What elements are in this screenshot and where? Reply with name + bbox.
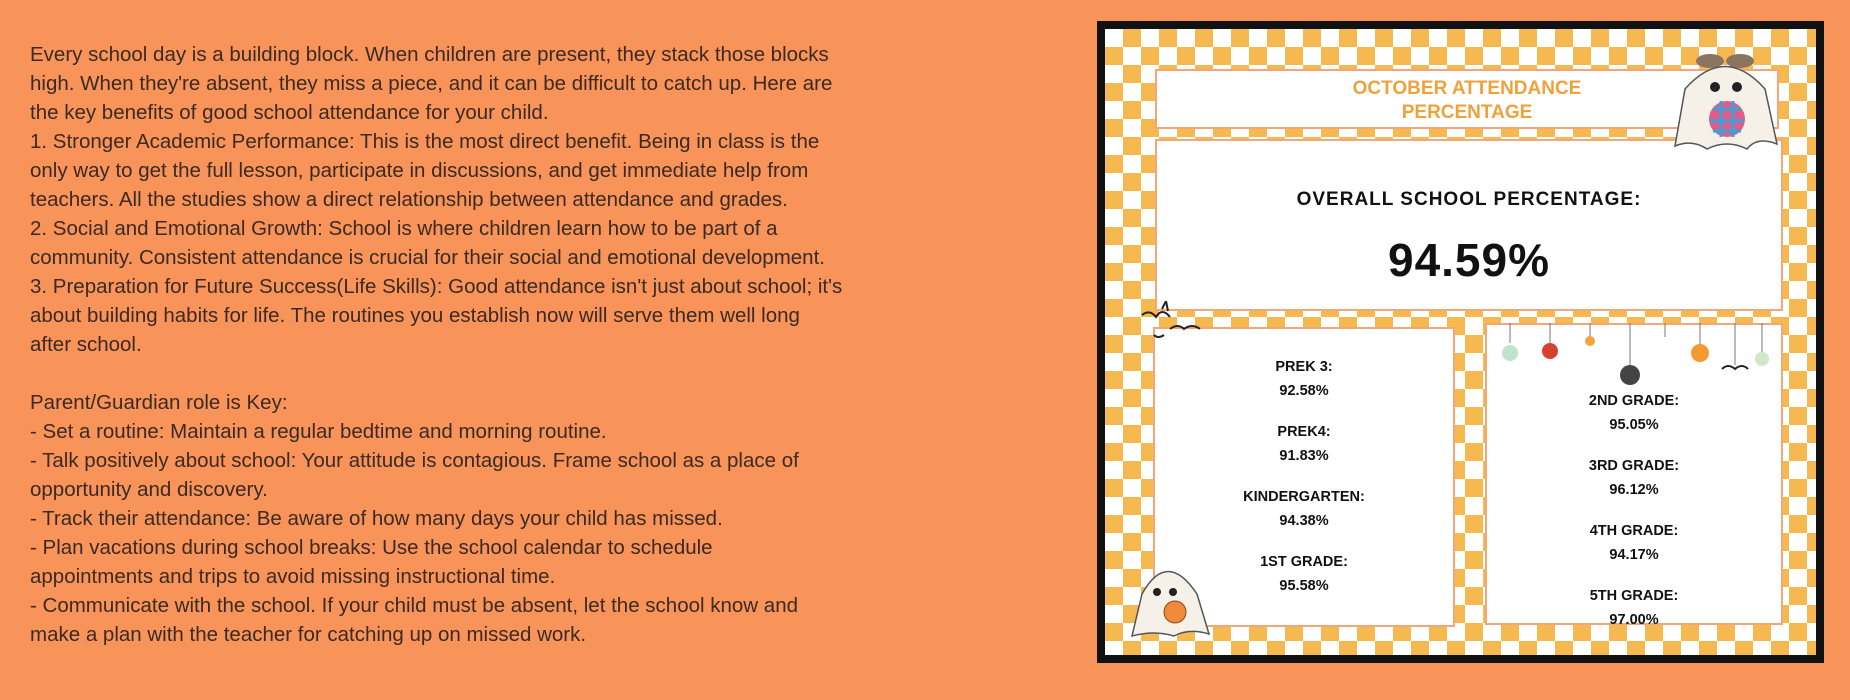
article-line: about building habits for life. The routines you establish now will serve them well long	[30, 304, 800, 327]
paragraph-gap	[30, 359, 1070, 388]
overall-value: 94.59%	[1387, 234, 1550, 286]
grade-item	[1487, 584, 1781, 632]
article-line: after school.	[30, 333, 142, 356]
parent-line: - Communicate with the school. If your child must be absent, let the school know and	[30, 594, 798, 617]
grade-label: PREK4:	[1277, 424, 1331, 440]
grade-label: 2ND GRADE:	[1588, 393, 1680, 409]
grade-label: 3RD GRADE:	[1588, 458, 1680, 474]
parent-line: Parent/Guardian role is Key:	[30, 391, 288, 414]
article-line: 1. Stronger Academic Performance: This is the most direct benefit. Being in class is the	[30, 130, 820, 153]
grade-value: 94.38%	[1279, 513, 1329, 529]
grade-value: 94.17%	[1609, 547, 1659, 563]
parent-line: appointments and trips to avoid missing instructional time.	[30, 565, 556, 588]
overall-label: OVERALL SCHOOL PERCENTAGE:	[1296, 189, 1642, 210]
parent-line: - Track their attendance: Be aware of how many days your child has missed.	[30, 507, 723, 530]
article-line: Every school day is a building block. When children are present, they stack those blocks	[30, 43, 829, 66]
article-line: community. Consistent attendance is crucial for their social and emotional development.	[30, 246, 825, 269]
attendance-article	[30, 40, 1070, 649]
title-line: PERCENTAGE	[1401, 102, 1533, 123]
ghost-disco-ball-icon	[1655, 49, 1785, 159]
grade-label: PREK 3:	[1275, 359, 1333, 375]
hanging-decorations-icon	[1490, 323, 1780, 393]
grade-value: 92.58%	[1279, 383, 1329, 399]
article-line: 3. Preparation for Future Success(Life Skills): Good attendance isn't just about school; it's	[30, 275, 843, 298]
article-line: teachers. All the studies show a direct relationship between attendance and grades.	[30, 188, 788, 211]
grade-value: 95.58%	[1279, 578, 1329, 594]
attendance-poster	[1097, 21, 1824, 663]
grade-item	[1487, 519, 1781, 567]
article-line: 2. Social and Emotional Growth: School is where children learn how to be part of a	[30, 217, 778, 240]
parent-line: - Plan vacations during school breaks: Use the school calendar to schedule	[30, 536, 713, 559]
grade-value: 91.83%	[1279, 448, 1329, 464]
article-line: only way to get the full lesson, participate in discussions, and get immediate help from	[30, 159, 809, 182]
grade-label: 1ST GRADE:	[1260, 554, 1348, 570]
parent-line: opportunity and discovery.	[30, 478, 268, 501]
title-line: OCTOBER ATTENDANCE	[1352, 78, 1582, 99]
bats-icon	[1140, 301, 1220, 341]
grade-value: 96.12%	[1609, 482, 1659, 498]
parent-line: - Talk positively about school: Your attitude is contagious. Frame school as a place of	[30, 449, 799, 472]
parent-line: - Set a routine: Maintain a regular bedtime and morning routine.	[30, 420, 607, 443]
grade-value: 95.05%	[1609, 417, 1659, 433]
article-line: the key benefits of good school attendance for your child.	[30, 101, 549, 124]
grade-label: KINDERGARTEN:	[1243, 489, 1365, 505]
overall-panel	[1155, 139, 1783, 311]
grade-item	[1155, 355, 1453, 403]
grade-item	[1155, 420, 1453, 468]
grade-label: 5TH GRADE:	[1589, 588, 1679, 604]
grade-label: 4TH GRADE:	[1589, 523, 1679, 539]
grade-item	[1487, 454, 1781, 502]
grade-value: 97.00%	[1609, 612, 1659, 628]
article-line: high. When they're absent, they miss a piece, and it can be difficult to catch up. Here are	[30, 72, 833, 95]
parent-line: make a plan with the teacher for catching up on missed work.	[30, 623, 587, 646]
grade-item	[1155, 485, 1453, 533]
grade-item	[1487, 389, 1781, 437]
ghost-pumpkin-icon	[1127, 554, 1217, 639]
